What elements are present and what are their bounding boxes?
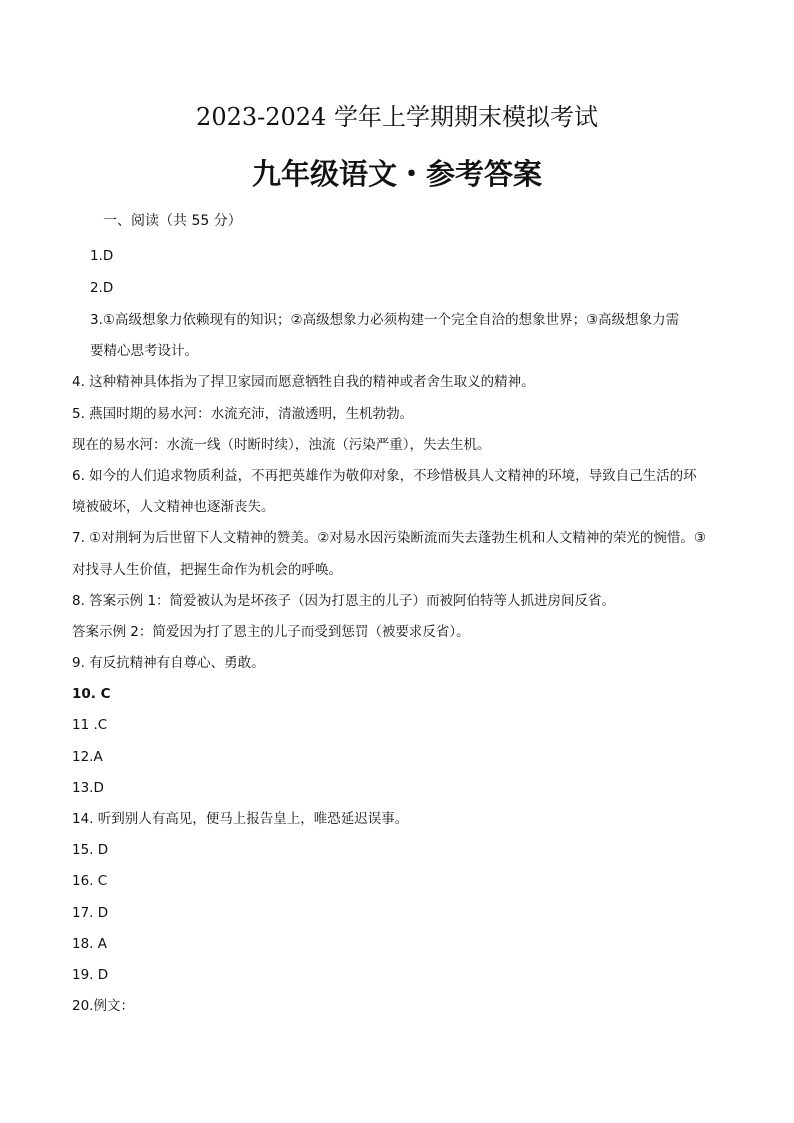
answer-line: 13.D — [72, 780, 104, 796]
answer-line: 10. C — [72, 686, 111, 702]
answer-line: 答案示例 2：简爱因为打了恩主的儿子而受到惩罚（被要求反省）。 — [72, 624, 470, 640]
answer-line: 3.①高级想象力依赖现有的知识；②高级想象力必须构建一个完全自洽的想象世界；③高级想象力需 — [90, 312, 680, 328]
answer-line: 19. D — [72, 967, 109, 983]
answer-line: 现在的易水河：水流一线（时断时续），浊流（污染严重），失去生机。 — [72, 437, 491, 453]
document-subtitle: 九年级语文・参考答案 — [251, 157, 542, 191]
answer-line: 12.A — [72, 749, 103, 765]
answer-line: 11 .C — [72, 717, 108, 733]
answer-line: 20.例文： — [72, 998, 134, 1014]
answer-line: 2.D — [90, 280, 114, 296]
answer-line-continued: 对找寻人生价值，把握生命作为机会的呼唤。 — [72, 562, 342, 578]
answer-line: 18. A — [72, 936, 107, 952]
answer-line: 7. ①对荆轲为后世留下人文精神的赞美。②对易水因污染断流而失去蓬勃生机和人文精神的荣光的惋惜。③ — [72, 530, 706, 546]
answer-line: 5. 燕国时期的易水河：水流充沛，清澈透明，生机勃勃。 — [72, 406, 414, 422]
answer-line: 1.D — [90, 248, 114, 264]
answer-line: 6. 如今的人们追求物质利益，不再把英雄作为敬仰对象，不珍惜极具人文精神的环境，导致自己生活的环 — [72, 468, 697, 484]
answer-line-continued: 境被破坏，人文精神也逐渐丧失。 — [72, 499, 275, 515]
answer-line: 16. C — [72, 873, 108, 889]
document-title: 2023-2024 学年上学期期末模拟考试 — [196, 103, 598, 131]
answer-line: 15. D — [72, 842, 109, 858]
answer-line: 4. 这种精神具体指为了捍卫家园而愿意牺牲自我的精神或者舍生取义的精神。 — [72, 374, 535, 390]
answer-line: 8. 答案示例 1：简爱被认为是坏孩子（因为打恩主的儿子）而被阿伯特等人抓进房间反省。 — [72, 593, 616, 609]
answer-line: 9. 有反抗精神有自尊心、勇敢。 — [72, 655, 265, 671]
answer-line: 17. D — [72, 905, 109, 921]
section-heading: 一、阅读（共 55 分） — [103, 213, 242, 229]
answer-line: 14. 听到别人有高见，便马上报告皇上，唯恐延迟误事。 — [72, 811, 409, 827]
answer-line-continued: 要精心思考设计。 — [90, 343, 198, 359]
